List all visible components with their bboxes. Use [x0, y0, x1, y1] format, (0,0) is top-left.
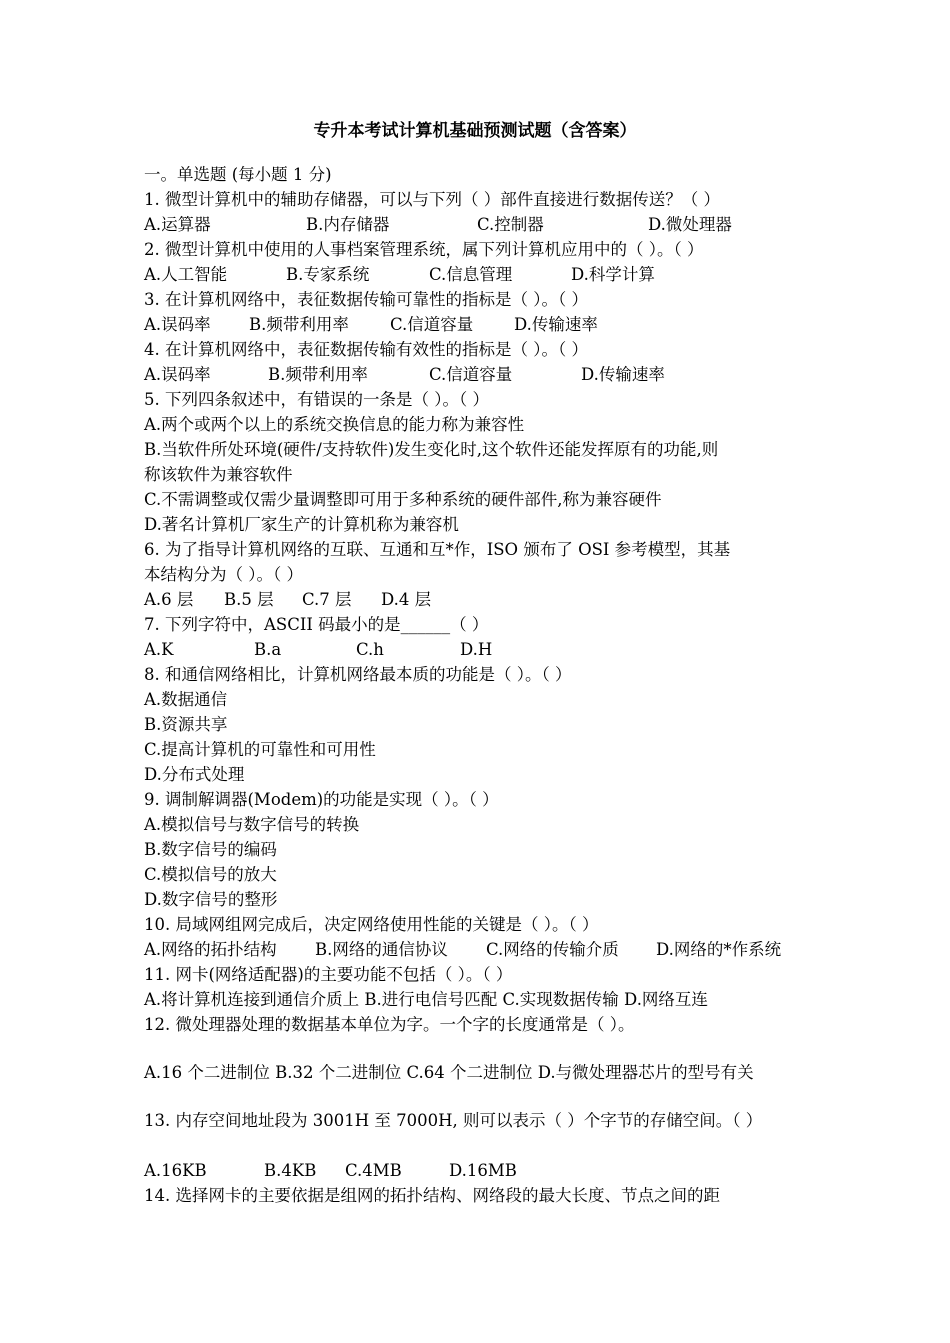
- option-a: A.K: [144, 640, 174, 659]
- question-11: 11. 网卡(网络适配器)的主要功能不包括（ ）。（ ）: [144, 965, 513, 984]
- option-a: A.16KB: [144, 1161, 207, 1180]
- question-8: 8. 和通信网络相比，计算机网络最本质的功能是（ ）。（ ）: [144, 665, 572, 684]
- question-8-option-b: B.资源共享: [144, 715, 228, 734]
- question-1: 1. 微型计算机中的辅助存储器，可以与下列（ ）部件直接进行数据传送？（ ）: [144, 190, 720, 209]
- question-9-option-b: B.数字信号的编码: [144, 840, 277, 859]
- option-d: D.16MB: [449, 1161, 517, 1180]
- option-d: D.微处理器: [648, 215, 732, 234]
- option-a: A.误码率: [144, 365, 211, 384]
- option-d: D.4 层: [381, 590, 432, 609]
- option-c: C.信道容量: [429, 365, 513, 384]
- question-4: 4. 在计算机网络中，表征数据传输有效性的指标是（ ）。（ ）: [144, 340, 588, 359]
- option-c: C.信息管理: [429, 265, 513, 284]
- option-d: D.网络的*作系统: [656, 940, 782, 959]
- question-3: 3. 在计算机网络中，表征数据传输可靠性的指标是（ ）。（ ）: [144, 290, 588, 309]
- question-9-option-d: D.数字信号的整形: [144, 890, 278, 909]
- option-b: B.5 层: [224, 590, 274, 609]
- question-6-cont: 本结构分为（ ）。（ ）: [144, 565, 303, 584]
- question-8-option-a: A.数据通信: [144, 690, 228, 709]
- option-c: C.信道容量: [390, 315, 474, 334]
- option-a: A.网络的拓扑结构: [144, 940, 277, 959]
- option-d: D.传输速率: [514, 315, 598, 334]
- question-5-option-b-cont: 称该软件为兼容软件: [144, 465, 293, 484]
- option-a: A.误码率: [144, 315, 211, 334]
- option-d: D.科学计算: [571, 265, 655, 284]
- option-a: A.人工智能: [144, 265, 228, 284]
- option-b: B.a: [254, 640, 282, 659]
- option-d: D.传输速率: [581, 365, 665, 384]
- question-2: 2. 微型计算机中使用的人事档案管理系统，属下列计算机应用中的（ ）。（ ）: [144, 240, 704, 259]
- question-5: 5. 下列四条叙述中，有错误的一条是（ ）。（ ）: [144, 390, 489, 409]
- question-7: 7. 下列字符中，ASCII 码最小的是______（ ）: [144, 615, 489, 634]
- question-5-option-d: D.著名计算机厂家生产的计算机称为兼容机: [144, 515, 459, 534]
- question-6: 6. 为了指导计算机网络的互联、互通和互*作，ISO 颁布了 OSI 参考模型，其基: [144, 540, 731, 559]
- question-9-option-c: C.模拟信号的放大: [144, 865, 277, 884]
- question-9: 9. 调制解调器(Modem)的功能是实现（ ）。（ ）: [144, 790, 499, 809]
- option-b: B.频带利用率: [268, 365, 368, 384]
- question-8-option-c: C.提高计算机的可靠性和可用性: [144, 740, 376, 759]
- document-title: 专升本考试计算机基础预测试题（含答案）: [313, 121, 637, 141]
- option-b: B.专家系统: [286, 265, 370, 284]
- option-b: B.频带利用率: [249, 315, 349, 334]
- option-c: C.h: [356, 640, 384, 659]
- option-a: A.6 层: [144, 590, 194, 609]
- question-12: 12. 微处理器处理的数据基本单位为字。一个字的长度通常是（ ）。: [144, 1015, 635, 1034]
- option-c: C.网络的传输介质: [486, 940, 619, 959]
- question-5-option-c: C.不需调整或仅需少量调整即可用于多种系统的硬件部件,称为兼容硬件: [144, 490, 662, 509]
- option-c: C.控制器: [477, 215, 544, 234]
- section-heading: 一。单选题 (每小题 1 分): [144, 165, 332, 184]
- option-b: B.4KB: [264, 1161, 317, 1180]
- question-13: 13. 内存空间地址段为 3001H 至 7000H, 则可以表示（ ）个字节的存储空间。（ ）: [144, 1111, 763, 1130]
- question-14: 14. 选择网卡的主要依据是组网的拓扑结构、网络段的最大长度、节点之间的距: [144, 1186, 720, 1205]
- question-12-options: A.16 个二进制位 B.32 个二进制位 C.64 个二进制位 D.与微处理器芯片的型号有关: [144, 1063, 754, 1082]
- question-8-option-d: D.分布式处理: [144, 765, 245, 784]
- question-10: 10. 局域网组网完成后，决定网络使用性能的关键是（ ）。（ ）: [144, 915, 599, 934]
- question-5-option-b: B.当软件所处环境(硬件/支持软件)发生变化时,这个软件还能发挥原有的功能,则: [144, 440, 719, 459]
- option-a: A.运算器: [144, 215, 211, 234]
- option-b: B.内存储器: [306, 215, 390, 234]
- question-5-option-a: A.两个或两个以上的系统交换信息的能力称为兼容性: [144, 415, 525, 434]
- option-b: B.网络的通信协议: [315, 940, 448, 959]
- question-11-options: A.将计算机连接到通信介质上 B.进行电信号匹配 C.实现数据传输 D.网络互连: [144, 990, 708, 1009]
- option-c: C.4MB: [345, 1161, 402, 1180]
- question-9-option-a: A.模拟信号与数字信号的转换: [144, 815, 360, 834]
- option-c: C.7 层: [302, 590, 352, 609]
- option-d: D.H: [460, 640, 493, 659]
